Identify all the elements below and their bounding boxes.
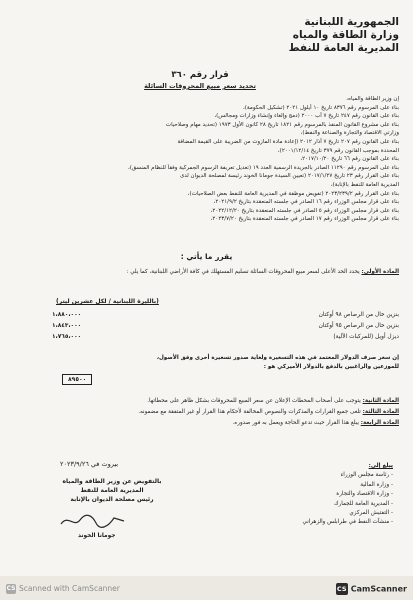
fuel-price: ١،٨٤٣،٠٠٠ xyxy=(52,323,82,329)
distribution-item: - وزارة المالية xyxy=(360,481,393,488)
distribution-item: - وزارة الاقتصاد والتجارة xyxy=(336,491,393,498)
article-1 xyxy=(14,268,399,277)
article-2-text: يتوجب على أصحاب المحطات الإعلان عن سعر المبيع للمحروقات بشكل ظاهر على محطاتها. xyxy=(147,398,361,404)
distribution-item: - التفتيش المركزي xyxy=(349,510,393,517)
signature-block xyxy=(52,477,172,504)
fuel-price: ١،٧٦٥،٠٠٠ xyxy=(52,334,82,340)
watermark-text: Scanned with CamScanner xyxy=(19,584,120,593)
article-2 xyxy=(14,396,399,407)
article-4-tag: المادة الرابعة: xyxy=(360,420,399,426)
preamble-line: إن وزير الطاقة والمياه، xyxy=(346,96,399,102)
preamble xyxy=(14,95,399,224)
letterhead-directorate: المديرية العامة للنفط xyxy=(288,42,399,54)
price-row xyxy=(52,312,399,323)
exchange-note-line: إن سعر صرف الدولار المعتمد في هذه التسعيرة ولغاية صدور تسعيرة أخرى وفق الأصول، xyxy=(156,355,399,361)
scanner-brand xyxy=(336,583,407,595)
issue-date: بيروت في ٢٠٢٣/٩/٢٦ xyxy=(60,460,119,468)
distribution-item: - المديرية العامة للجمارك xyxy=(333,500,393,507)
article-4-text: يبلغ هذا القرار حيث تدعو الحاجة ويعمل به فور صدوره. xyxy=(232,420,359,426)
distribution-item: - منشآت النفط في طرابلس والزهراني xyxy=(302,519,393,526)
handwritten-signature xyxy=(58,512,128,530)
exchange-note-line: للموزعين والراغبين بالدفع بالدولار الأميركي هو : xyxy=(263,363,399,370)
preamble-line: بناء على القانون رقم ٢٠٧ تاريخ ٧ آذار ٢٠١٢ (إعادة مادة المازوت من الضريبة على القيمة المضافة xyxy=(177,138,399,145)
scanner-footer xyxy=(0,576,413,600)
price-table xyxy=(52,312,399,345)
brand-text: CamScanner xyxy=(350,584,407,594)
preamble-line: وزارتي الاقتصاد والتجارة والصناعة والنفط)، xyxy=(300,130,399,137)
preamble-line: بناء على القرار رقم ٢٠٢٣/٢٣٩/٢ (تفويض موظفة في المديرية العامة للنفط بعض الصلاحيات)، xyxy=(187,190,399,197)
decision-number: قرار رقم ٣٦٠ xyxy=(171,70,229,80)
letterhead-republic: الجمهورية اللبنانية xyxy=(304,16,399,28)
preamble-line: بناء على قرار مجلس الوزراء رقم ١٦ الصادر في جلسته المنعقدة بتاريخ ٢٠٢١/٩/٢، xyxy=(213,199,399,206)
letterhead-ministry: وزارة الطاقة والمياه xyxy=(292,29,399,41)
articles xyxy=(14,396,399,429)
camscanner-icon: CS xyxy=(6,585,16,592)
preamble-line: المديرية العامة للنفط بالإنابة)، xyxy=(330,181,399,188)
signer-name: جومانا الخوند xyxy=(78,533,116,539)
preamble-line: المحددة بموجب القانون رقم ٣٧٩ تاريخ ٢٠٠١/١٢/١٤)، xyxy=(277,147,399,154)
price-unit-heading: (بالليرة اللبنانية / لكل عشرين ليتر) xyxy=(56,298,159,305)
exchange-rate-box: ٨٩٥٠٠ xyxy=(62,374,92,385)
preamble-line: بناء على القرار رقم ٢٣ تاريخ ٢٠١٧/١/٢٧ (تعيين السيدة جومانا الخوند رئيسة لمصلحة الديوان لدى xyxy=(179,173,399,180)
article-1-text: يحدد الحد الأعلى لسعر مبيع المحروقات السائلة تسليم المستهلك في كافة الأراضي اللبنانية، كما يلي : xyxy=(126,269,360,275)
fuel-name: ديزل أويل (للمركبات الآلية) xyxy=(333,334,399,340)
article-3-text: تلغى جميع القرارات والمذكرات والنصوص المخالفة لأحكام هذا القرار أو غير المتفقة مع مضمونه. xyxy=(138,409,361,415)
preamble-line: بناء على قرار مجلس الوزراء رقم ١٧ الصادر في جلسته المنعقدة بتاريخ ٢٠٢٣/٧/٢٠، xyxy=(210,216,399,223)
preamble-line: بناء على المرسوم رقم ٨٣٧٦ تاريخ ١٠ أيلول ٢٠٢١ (تشكيل الحكومة)، xyxy=(243,104,399,111)
fuel-price: ١،٨٨٠،٠٠٠ xyxy=(52,312,82,318)
fuel-name: بنزين خال من الرصاص ٩٥ أوكتان xyxy=(318,323,399,329)
camscanner-logo-icon: CS xyxy=(336,585,347,593)
price-row xyxy=(52,323,399,334)
decision-title xyxy=(90,70,310,92)
preamble-line: بناء على القانون رقم ٢٤٧ تاريخ ٧ آب ٢٠٠٠ (دمج وإلغاء وإنشاء وزارات ومجالس)، xyxy=(214,113,399,120)
article-2-tag: المادة الثانية: xyxy=(362,398,399,404)
distribution-title: يبلغ إلى: xyxy=(368,463,393,469)
preamble-line: بناء على مشروع القانون المنفذ بالمرسوم رقم ١٨٢١ تاريخ ٢٨ كانون الأول ١٩٧٣ (تحديد مهام وصلاحيات xyxy=(165,121,399,128)
exchange-note xyxy=(14,354,399,371)
article-3-tag: المادة الثالثة: xyxy=(362,409,399,415)
preamble-line: بناء على قرار مجلس الوزراء رقم ٥ الصادر في جلسته المنعقدة بتاريخ ٢٠٢٢/١٢/٢٠، xyxy=(210,207,399,214)
signer-line: المديرية العامة للنفط xyxy=(80,487,144,494)
article-1-tag: المادة الأولى: xyxy=(361,269,399,275)
price-row xyxy=(52,334,399,345)
decision-subject: تحديد سعر مبيع المحروقات السائلة xyxy=(144,82,256,90)
article-4 xyxy=(14,418,399,429)
preamble-line: بناء على المرسوم رقم ١١٢٩٠ الصادر بالجريدة الرسمية العدد ١٩ (تعديل تعريفة الرسوم الجمركية وفقاً للنظام المنسق)، xyxy=(127,164,399,171)
letterhead xyxy=(249,16,399,55)
article-3 xyxy=(14,407,399,418)
distribution-list xyxy=(283,462,393,528)
signer-line: بالتفويض عن وزير الطاقة والمياه xyxy=(62,478,162,485)
signer-line: رئيس مصلحة الديوان بالإنابة xyxy=(70,496,154,503)
distribution-item: - رئاسة مجلس الوزراء xyxy=(340,472,393,479)
preamble-line: بناء على القانون رقم ٦٦ تاريخ ٢٠١٧/١٠/٢٠، xyxy=(300,156,399,163)
scanner-watermark xyxy=(6,584,120,594)
fuel-name: بنزين خال من الرصاص ٩٨ أوكتان xyxy=(318,312,399,318)
decides-heading: يقرر ما يأتي : xyxy=(180,252,233,261)
